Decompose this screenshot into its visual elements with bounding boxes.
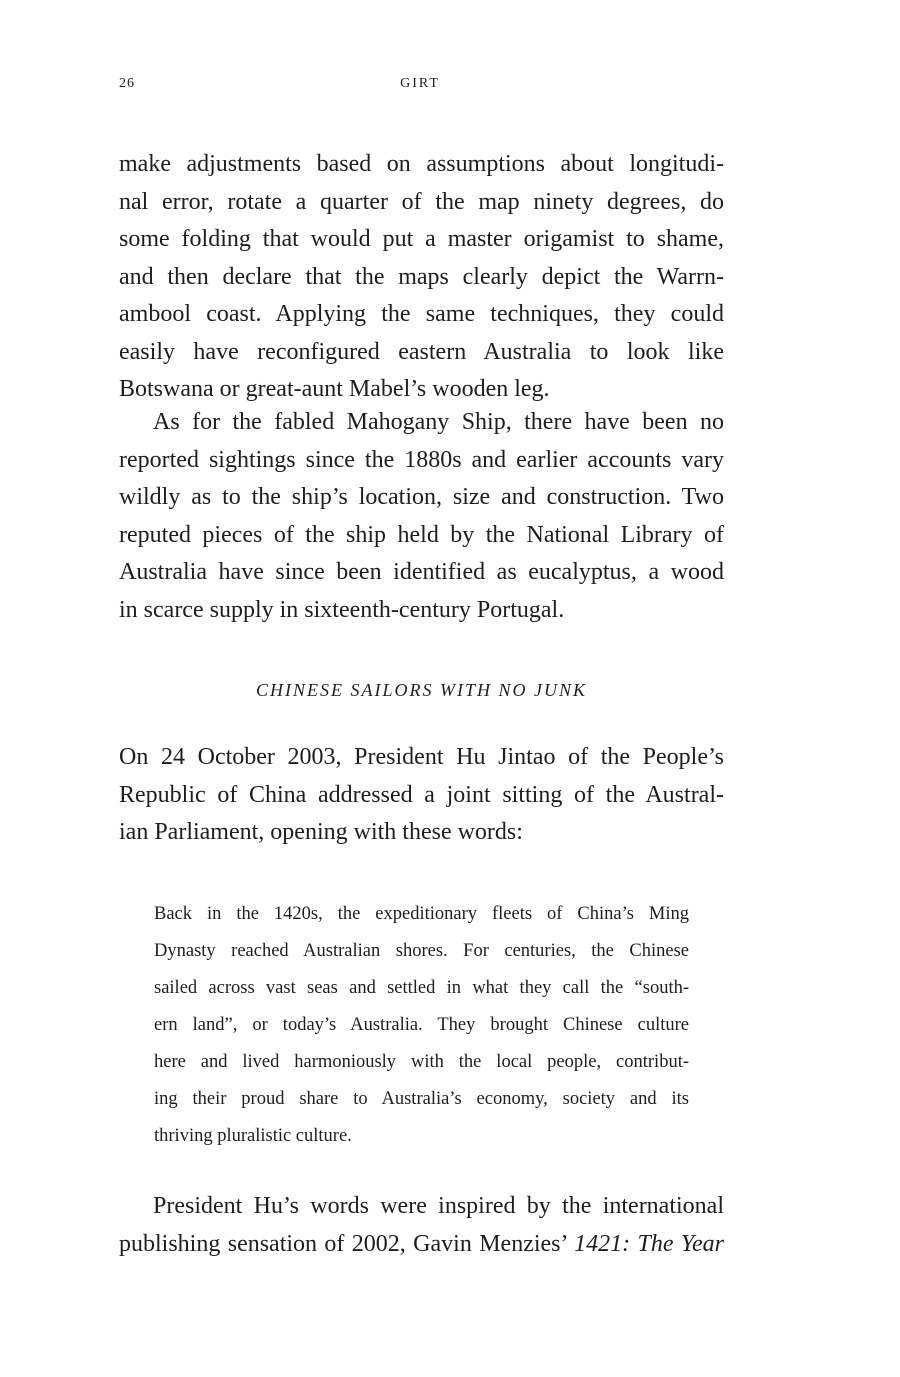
text-line: Australia have since been identified as eucalyptus, a wood xyxy=(119,559,724,585)
text-line xyxy=(119,1226,724,1264)
text-line: some folding that would put a master origamist to shame, xyxy=(119,226,724,252)
text-line: nal error, rotate a quarter of the map ninety degrees, do xyxy=(119,188,724,215)
quote-line: Dynasty reached Australian shores. For centuries, the Chinese xyxy=(154,941,689,961)
text-line: reputed pieces of the ship held by the National Library of xyxy=(119,521,724,548)
quote-line: thriving pluralistic culture. xyxy=(154,1126,352,1146)
text-line: President Hu’s words were inspired by the international xyxy=(153,1193,724,1219)
text-line: ambool coast. Applying the same techniques, they could xyxy=(119,301,724,327)
quote-line: sailed across vast seas and settled in what they call the “south- xyxy=(154,978,689,998)
block-quote xyxy=(154,896,689,1155)
paragraph-mahogany-ship xyxy=(119,404,724,629)
running-title: GIRT xyxy=(400,76,440,91)
text-line: and then declare that the maps clearly depict the Warrn- xyxy=(119,263,724,290)
section-heading: CHINESE SAILORS WITH NO JUNK xyxy=(256,680,587,700)
text-line: wildly as to the ship’s location, size and construction. Two xyxy=(119,484,724,510)
text-line: Botswana or great-aunt Mabel’s wooden leg. xyxy=(119,376,550,402)
paragraph-continued xyxy=(119,146,724,409)
quote-line: Back in the 1420s, the expeditionary fleets of China’s Ming xyxy=(154,904,689,924)
text-line: On 24 October 2003, President Hu Jintao of the People’s xyxy=(119,744,724,770)
book-title: 1421: The Year xyxy=(574,1230,724,1257)
text-line: As for the fabled Mahogany Ship, there have been no xyxy=(153,409,724,435)
text-span: publishing sensation of 2002, Gavin Menzies’ xyxy=(119,1230,575,1257)
text-line: Republic of China addressed a joint sitting of the Austral- xyxy=(119,781,724,808)
text-line: in scarce supply in sixteenth-century Portugal. xyxy=(119,596,565,623)
quote-line: ern land”, or today’s Australia. They brought Chinese culture xyxy=(154,1015,689,1035)
text-line: make adjustments based on assumptions about longitudi- xyxy=(119,151,724,177)
paragraph-menzies xyxy=(119,1188,724,1263)
paragraph-hu-jintao xyxy=(119,739,724,852)
quote-line: ing their proud share to Australia’s economy, society and its xyxy=(154,1089,689,1109)
page-number: 26 xyxy=(119,76,135,91)
quote-line: here and lived harmoniously with the local people, contribut- xyxy=(154,1052,689,1072)
text-line: reported sightings since the 1880s and earlier accounts vary xyxy=(119,446,724,473)
text-line: easily have reconfigured eastern Australia to look like xyxy=(119,338,724,365)
text-line: ian Parliament, opening with these words: xyxy=(119,819,523,845)
